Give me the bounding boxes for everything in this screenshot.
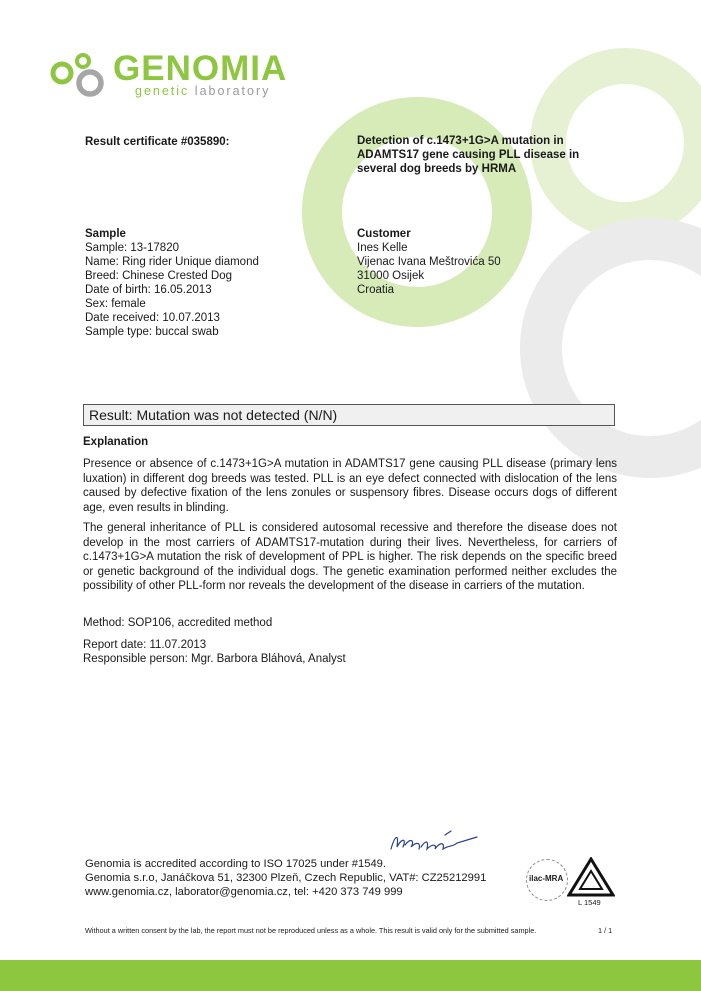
footer-line: www.genomia.cz, laborator@genomia.cz, tel: +420 373 749 999 bbox=[85, 886, 403, 898]
sample-line: Sample: 13-17820 bbox=[85, 242, 179, 254]
customer-line: Ines Kelle bbox=[357, 242, 408, 254]
footer-line: Genomia s.r.o, Janáčkova 51, 32300 Plzeň, Czech Republic, VAT#: CZ25212991 bbox=[85, 872, 487, 884]
genomia-logo bbox=[50, 47, 310, 107]
method-line: Method: SOP106, accredited method bbox=[83, 617, 273, 629]
explanation-paragraph-2: The general inheritance of PLL is considered autosomal recessive and therefore the disease does not develop in the most carriers of ADAMTS17-mutation during their lives. Nevertheless, for carriers of c.1473+1G>A mutation the risk of development of PPL is higher. The risk depends on the specific breed or genetic background of the individual dogs. The genetic examination performed neither excludes the possibility of other PLL-form nor reveals the development of the disease in carriers of the mutation. bbox=[83, 522, 617, 593]
accreditation-number: L 1549 bbox=[578, 898, 601, 907]
sample-line: Sample type: buccal swab bbox=[85, 326, 219, 338]
footer-block bbox=[85, 857, 486, 899]
result-text: Result: Mutation was not detected (N/N) bbox=[89, 407, 338, 423]
customer-heading: Customer bbox=[357, 228, 411, 240]
explanation-paragraph-1: Presence or absence of c.1473+1G>A mutation in ADAMTS17 gene causing PLL disease (primary lens luxation) in different dog breeds was tested. PLL is an eye defect connected with dislocation of the lens caused by defective fixation of the lens zonules or suspensory fibres. Disease occurs dogs of different age, even results in blinding. bbox=[83, 458, 617, 514]
signature-image bbox=[385, 827, 495, 857]
customer-line: Vijenac Ivana Meštrovića 50 bbox=[357, 256, 501, 268]
sample-line: Date of birth: 16.05.2013 bbox=[85, 284, 212, 296]
logo-brand: GENOMIA bbox=[113, 49, 288, 88]
page-number: 1 / 1 bbox=[598, 926, 613, 935]
sample-line: Name: Ring rider Unique diamond bbox=[85, 256, 259, 268]
customer-line: 31000 Osijek bbox=[357, 270, 425, 282]
sample-line: Breed: Chinese Crested Dog bbox=[85, 270, 233, 282]
sample-line: Sex: female bbox=[85, 298, 146, 310]
logo-tagline: genetic laboratory bbox=[135, 84, 271, 98]
sample-line: Date received: 10.07.2013 bbox=[85, 312, 220, 324]
disclaimer: Without a written consent by the lab, the report must not be reproduced unless as a whole. This result is valid only for the submitted sample. bbox=[85, 926, 537, 935]
logo-circles-icon bbox=[50, 51, 112, 107]
customer-line: Croatia bbox=[357, 284, 395, 296]
decorative-ring-gray bbox=[520, 218, 701, 478]
test-title: Detection of c.1473+1G>A mutation in ADAMTS17 gene causing PLL disease in several dog breeds by HRMA bbox=[357, 135, 580, 175]
responsible-person: Responsible person: Mgr. Barbora Bláhová, Analyst bbox=[83, 653, 346, 665]
sample-block bbox=[85, 227, 259, 339]
accreditation-triangle-icon bbox=[567, 857, 615, 897]
sample-heading: Sample bbox=[85, 228, 126, 240]
customer-block bbox=[357, 227, 501, 297]
certificate-label: Result certificate #035890: bbox=[85, 136, 230, 148]
footer-line: Genomia is accredited according to ISO 17025 under #1549. bbox=[85, 858, 387, 870]
report-date: Report date: 11.07.2013 bbox=[83, 639, 207, 651]
ilac-mra-logo: ilac-MRA bbox=[526, 859, 568, 901]
bottom-green-bar bbox=[0, 960, 701, 991]
explanation-heading: Explanation bbox=[83, 436, 149, 448]
